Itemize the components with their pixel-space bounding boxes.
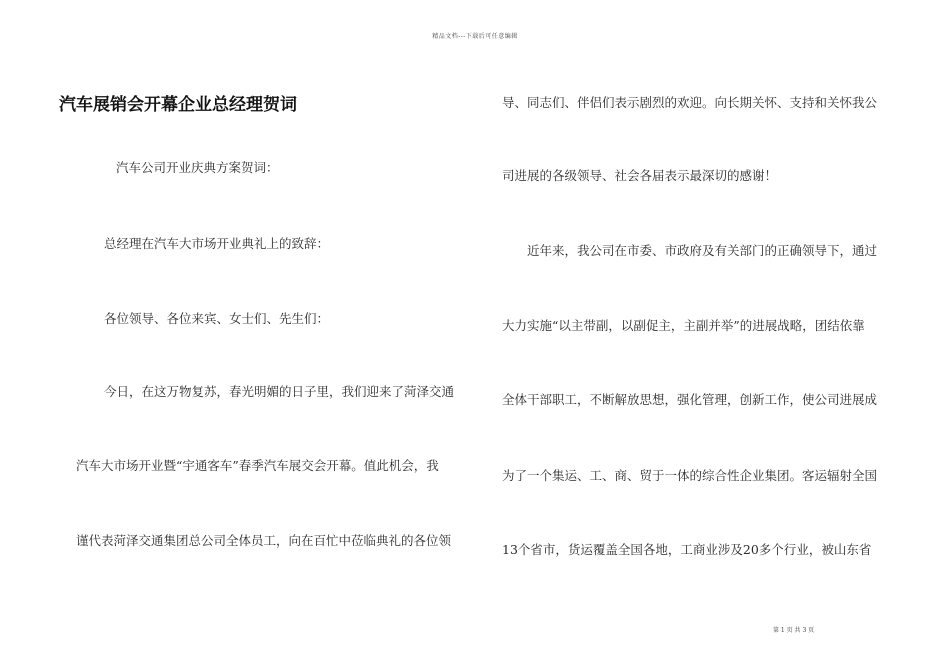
header-note: 精品文档---下载后可任意编辑 <box>432 33 518 40</box>
left-line-3: 各位领导、各位来宾、女士们、先生们： <box>104 311 330 326</box>
left-line-1: 汽车公司开业庆典方案贺词： <box>116 160 279 175</box>
right-line-5: 全体干部职工，不断解放思想，强化管理，创新工作，使公司进展成 <box>502 392 878 407</box>
right-line-4: 大力实施“以主带副，以副促主，主副并举”的进展战略，团结依靠 <box>502 318 865 333</box>
document-title: 汽车展销会开幕企业总经理贺词 <box>59 95 297 115</box>
left-line-4: 今日，在这万物复苏，春光明媚的日子里，我们迎来了菏泽交通 <box>104 384 455 399</box>
page-number: 第 1 页 共 3 页 <box>773 627 815 634</box>
left-line-2: 总经理在汽车大市场开业典礼上的致辞： <box>104 236 330 251</box>
right-line-2: 司进展的各级领导、社会各届表示最深切的感谢！ <box>502 168 778 183</box>
right-line-7: 13个省市，货运覆盖全国各地，工商业涉及20多个行业，被山东省 <box>502 542 872 557</box>
left-line-6: 谨代表菏泽交通集团总公司全体员工，向在百忙中莅临典礼的各位领 <box>76 533 452 548</box>
right-line-6: 为了一个集运、工、商、贸于一体的综合性企业集团。客运辐射全国 <box>502 468 878 483</box>
right-line-3: 近年来，我公司在市委、市政府及有关部门的正确领导下，通过 <box>527 243 878 258</box>
left-line-5: 汽车大市场开业暨“宇通客车”春季汽车展交会开幕。值此机会，我 <box>76 458 439 473</box>
right-line-1: 导、同志们、伴侣们表示剧烈的欢迎。向长期关怀、支持和关怀我公 <box>502 95 878 110</box>
